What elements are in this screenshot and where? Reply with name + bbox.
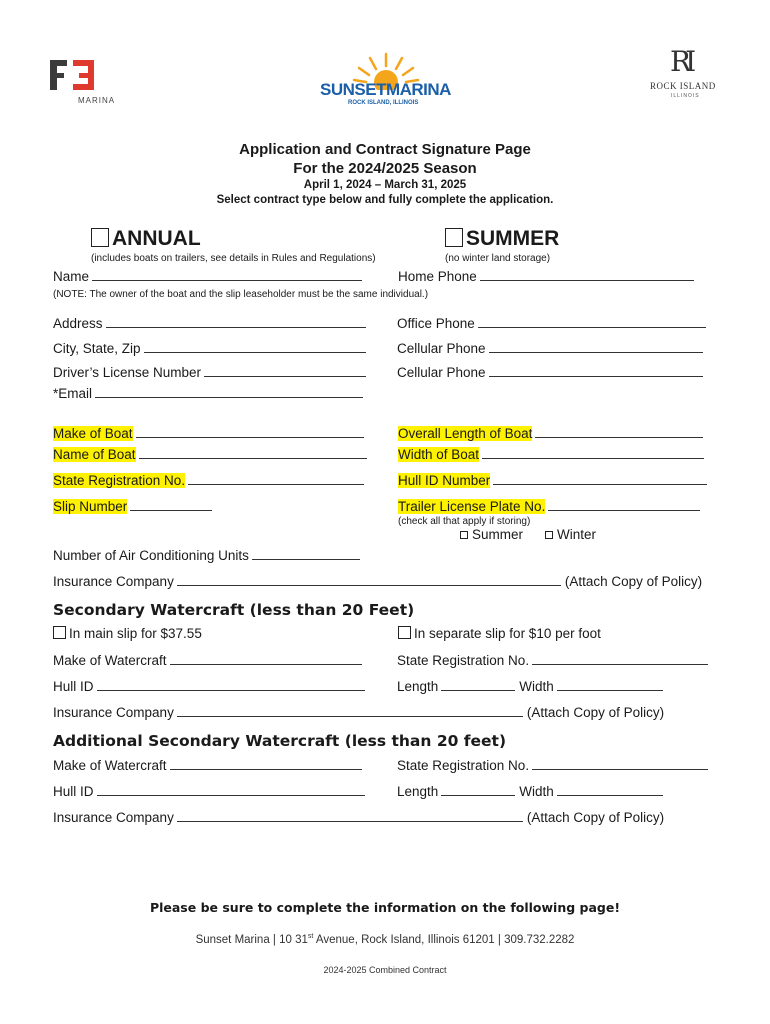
sunset-logo-name-b: MARINA (385, 80, 451, 99)
summer-option[interactable] (445, 227, 559, 251)
width-of-boat-label: Width of Boat (398, 447, 480, 462)
winter-storage-label: Winter (557, 527, 597, 542)
footer-contract: 2024-2025 Combined Contract (323, 965, 447, 975)
secondary-hull-label: Hull ID (53, 679, 94, 694)
annual-option[interactable] (91, 227, 201, 251)
secondary-insurance-field[interactable] (53, 704, 664, 720)
insurance-attach-note: (Attach Copy of Policy) (564, 574, 703, 589)
winter-storage-option[interactable] (545, 527, 596, 542)
overall-length-field[interactable] (398, 425, 703, 441)
completion-reminder: Please be sure to complete the information on the following page! (149, 900, 621, 915)
insurance-label: Insurance Company (53, 574, 174, 589)
sunset-marina-logo (318, 50, 454, 112)
additional-length-field[interactable] (397, 783, 663, 799)
state-registration-field[interactable] (53, 472, 364, 488)
additional-make-field[interactable] (53, 757, 362, 773)
main-slip-checkbox[interactable] (53, 626, 66, 639)
name-field[interactable] (53, 268, 362, 284)
summer-storage-label: Summer (472, 527, 524, 542)
city-label: City, State, Zip (53, 341, 141, 356)
name-label: Name (53, 269, 90, 284)
address-label: Address (53, 316, 103, 331)
cellular-phone-field-2[interactable] (397, 364, 703, 380)
cellular-phone-label-2: Cellular Phone (397, 365, 486, 380)
address-field[interactable] (53, 315, 366, 331)
home-phone-label: Home Phone (398, 269, 477, 284)
summer-storage-checkbox[interactable] (460, 531, 468, 539)
separate-slip-checkbox[interactable] (398, 626, 411, 639)
secondary-state-reg-label: State Registration No. (397, 653, 530, 668)
season-heading: For the 2024/2025 Season (293, 160, 477, 177)
email-label: *Email (53, 386, 93, 401)
slip-number-field[interactable] (53, 498, 212, 514)
cellular-phone-label-1: Cellular Phone (397, 341, 486, 356)
footer-address-sup: st (307, 933, 314, 940)
secondary-attach-note: (Attach Copy of Policy) (526, 705, 665, 720)
additional-state-reg-label: State Registration No. (397, 758, 530, 773)
insurance-field[interactable] (53, 573, 702, 589)
secondary-width-label: Width (519, 679, 554, 694)
storing-note: (check all that apply if storing) (398, 516, 531, 527)
footer-address (0, 933, 770, 946)
make-of-boat-field[interactable] (53, 425, 364, 441)
additional-hull-label: Hull ID (53, 784, 94, 799)
secondary-hull-field[interactable] (53, 678, 365, 694)
additional-length-label: Length (397, 784, 439, 799)
width-of-boat-field[interactable] (398, 446, 704, 462)
license-label: Driver’s License Number (53, 365, 202, 380)
slip-number-label: Slip Number (53, 499, 128, 514)
ri-logo-mark: RI (670, 45, 691, 78)
f3-logo-sub: MARINA (78, 96, 116, 105)
additional-make-label: Make of Watercraft (53, 758, 167, 773)
state-registration-label: State Registration No. (53, 473, 186, 488)
additional-state-reg-field[interactable] (397, 757, 708, 773)
hull-id-field[interactable] (398, 472, 707, 488)
name-of-boat-label: Name of Boat (53, 447, 136, 462)
annual-label: ANNUAL (112, 227, 201, 250)
summer-label: SUMMER (466, 227, 560, 250)
main-slip-option[interactable] (53, 626, 202, 641)
email-field[interactable] (53, 385, 363, 401)
annual-checkbox[interactable] (91, 228, 109, 247)
f3-marina-logo (50, 58, 116, 105)
instruction-text: Select contract type below and fully complete the application. (216, 194, 554, 206)
cellular-phone-field-1[interactable] (397, 340, 703, 356)
sunset-logo-name-a: SUNSET (320, 80, 386, 99)
additional-heading: Additional Secondary Watercraft (less than 20 feet) (53, 732, 507, 750)
sunset-logo-sub: ROCK ISLAND, ILLINOIS (348, 100, 419, 106)
hull-id-label: Hull ID Number (398, 473, 491, 488)
additional-attach-note: (Attach Copy of Policy) (526, 810, 665, 825)
secondary-length-field[interactable] (397, 678, 663, 694)
page-title: Application and Contract Signature Page (239, 141, 531, 158)
f3-logo-mark (50, 58, 110, 98)
make-of-boat-label: Make of Boat (53, 426, 133, 441)
additional-insurance-label: Insurance Company (53, 810, 174, 825)
office-phone-label: Office Phone (397, 316, 475, 331)
annual-note: (includes boats on trailers, see details in Rules and Regulations) (91, 253, 376, 264)
footer-address-b: Avenue, Rock Island, Illinois 61201 | 309.732.2282 (313, 933, 575, 946)
secondary-state-reg-field[interactable] (397, 652, 708, 668)
rock-island-logo (640, 45, 740, 105)
home-phone-field[interactable] (398, 268, 694, 284)
license-field[interactable] (53, 364, 366, 380)
ac-units-label: Number of Air Conditioning Units (53, 548, 249, 563)
ri-logo-name: ROCK ISLAND (650, 81, 716, 91)
secondary-make-field[interactable] (53, 652, 362, 668)
city-field[interactable] (53, 340, 366, 356)
season-dates: April 1, 2024 – March 31, 2025 (303, 179, 467, 191)
separate-slip-option[interactable] (398, 626, 601, 641)
summer-checkbox[interactable] (445, 228, 463, 247)
overall-length-label: Overall Length of Boat (398, 426, 533, 441)
summer-note: (no winter land storage) (445, 253, 551, 264)
secondary-make-label: Make of Watercraft (53, 653, 167, 668)
summer-storage-option[interactable] (460, 527, 523, 542)
additional-hull-field[interactable] (53, 783, 365, 799)
secondary-heading: Secondary Watercraft (less than 20 Feet) (53, 601, 415, 619)
additional-width-label: Width (519, 784, 554, 799)
main-slip-label: In main slip for $37.55 (69, 626, 202, 641)
winter-storage-checkbox[interactable] (545, 531, 553, 539)
ri-logo-sub: ILLINOIS (671, 93, 700, 99)
trailer-plate-field[interactable] (398, 498, 700, 514)
owner-note: (NOTE: The owner of the boat and the slip leaseholder must be the same individual.) (53, 289, 429, 300)
secondary-insurance-label: Insurance Company (53, 705, 174, 720)
additional-insurance-field[interactable] (53, 809, 664, 825)
secondary-length-label: Length (397, 679, 439, 694)
separate-slip-label: In separate slip for $10 per foot (414, 626, 601, 641)
name-of-boat-field[interactable] (53, 446, 367, 462)
ac-units-field[interactable] (53, 547, 360, 563)
footer-address-a: Sunset Marina | 10 31 (195, 933, 308, 946)
trailer-plate-label: Trailer License Plate No. (398, 499, 546, 514)
office-phone-field[interactable] (397, 315, 706, 331)
